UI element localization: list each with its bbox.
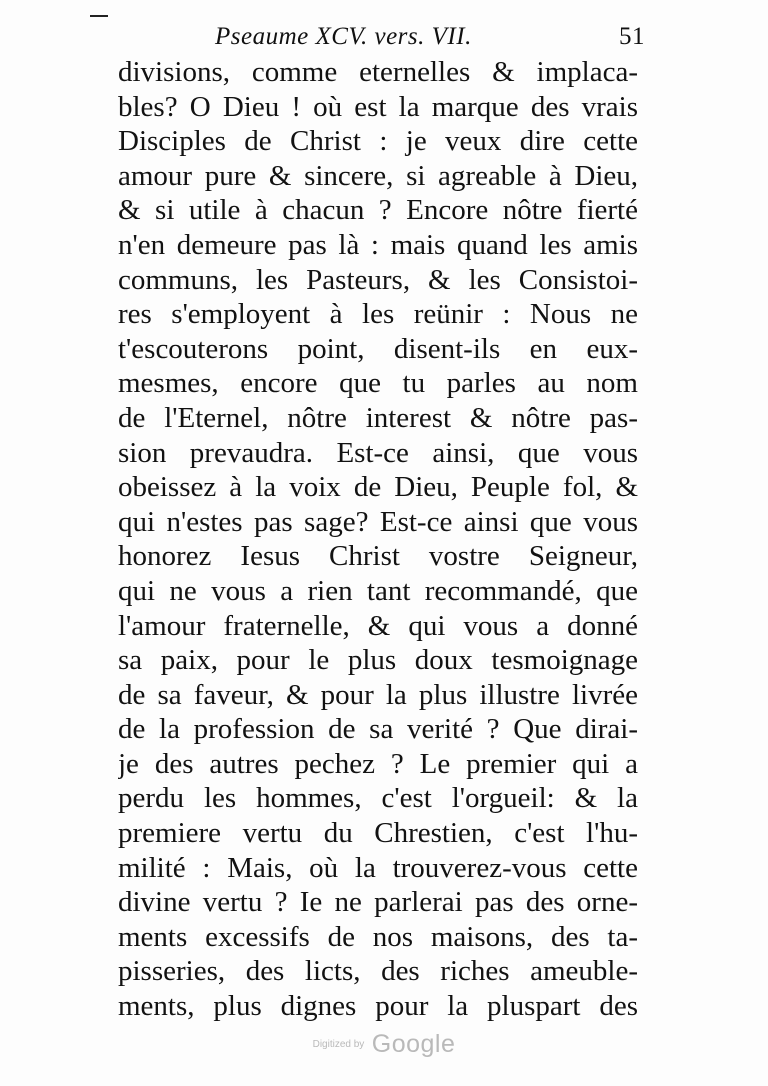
text-line: premiere vertu du Chrestien, c'est l'hu- — [118, 817, 638, 850]
body-text — [118, 55, 638, 1035]
text-line: mesmes, encore que tu parles au nom — [118, 367, 638, 400]
text-line: qui ne vous a rien tant recommandé, que — [118, 574, 638, 607]
running-header — [215, 22, 645, 52]
text-line: Disciples de Christ : je veux dire cette — [118, 125, 638, 158]
running-title: Pseaume XCV. vers. VII. — [215, 23, 472, 50]
text-line: sion prevaudra. Est-ce ainsi, que vous — [118, 436, 638, 469]
text-line: de l'Eternel, nôtre interest & nôtre pas- — [118, 401, 638, 434]
digitization-footer — [0, 1030, 768, 1070]
page-number: 51 — [619, 23, 645, 50]
text-line: milité : Mais, où la trouverez-vous cette — [118, 851, 638, 884]
text-line: res s'employent à les reünir : Nous ne — [118, 298, 638, 331]
text-line: amour pure & sincere, si agreable à Dieu, — [118, 159, 638, 192]
text-line: communs, les Pasteurs, & les Consistoi- — [118, 263, 638, 296]
text-line: n'en demeure pas là : mais quand les amis — [118, 228, 638, 261]
text-line: l'amour fraternelle, & qui vous a donné — [118, 609, 638, 642]
top-rule — [90, 15, 108, 17]
text-line: t'escouterons point, disent-ils en eux- — [118, 332, 638, 365]
text-line: divine vertu ? Ie ne parlerai pas des orne- — [118, 886, 638, 919]
text-line: pisseries, des licts, des riches ameuble- — [118, 955, 638, 988]
text-line: divisions, comme eternelles & implaca- — [118, 56, 638, 88]
text-line: perdu les hommes, c'est l'orgueil: & la — [118, 782, 638, 815]
text-line: sa paix, pour le plus doux tesmoignage — [118, 644, 638, 677]
text-line: de la profession de sa verité ? Que dirai- — [118, 713, 638, 746]
text-line: qui n'estes pas sage? Est-ce ainsi que vous — [118, 505, 638, 538]
text-line: de sa faveur, & pour la plus illustre livrée — [118, 678, 638, 711]
google-logo: Google — [371, 1030, 456, 1058]
text-line: & si utile à chacun ? Encore nôtre fierté — [118, 194, 638, 227]
text-line: bles? O Dieu ! où est la marque des vrais — [118, 90, 638, 123]
text-line: honorez Iesus Christ vostre Seigneur, — [118, 540, 638, 573]
text-line: ments excessifs de nos maisons, des ta- — [118, 920, 638, 953]
text-line: je des autres pechez ? Le premier qui a — [118, 747, 638, 780]
digitized-by-label: Digitized by — [312, 1039, 365, 1050]
text-line: obeissez à la voix de Dieu, Peuple fol, & — [118, 471, 638, 504]
text-line: ments, plus dignes pour la pluspart des — [118, 990, 638, 1023]
